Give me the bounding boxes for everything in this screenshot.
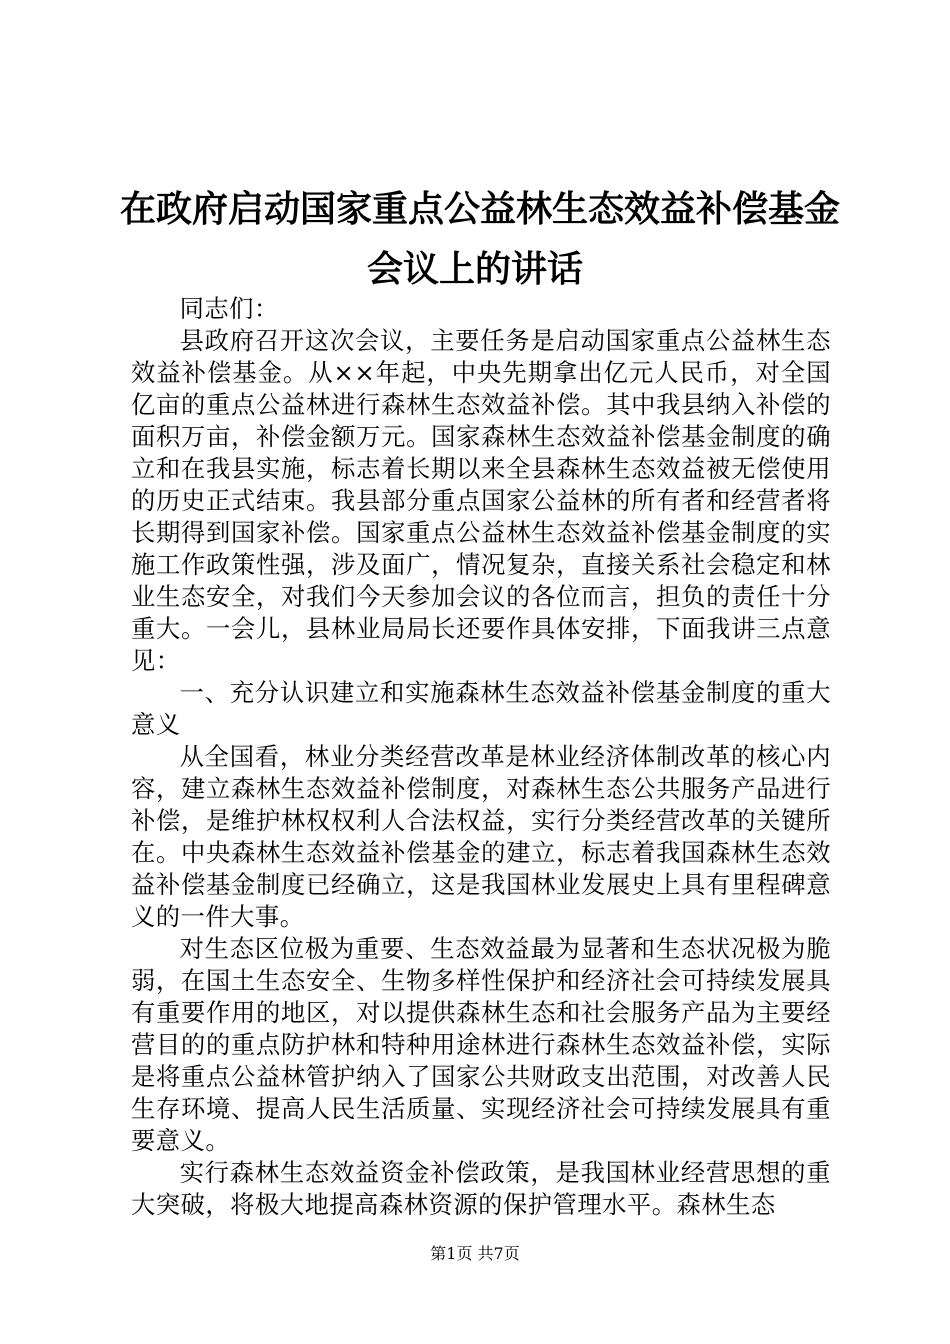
document-title-line-1: 在政府启动国家重点公益林生态效益补偿基金 bbox=[120, 189, 841, 230]
section-heading: 一、充分认识建立和实施森林生态效益补偿基金制度的重大意义 bbox=[131, 678, 831, 739]
document-title-line-2: 会议上的讲话 bbox=[366, 249, 583, 290]
body-paragraph: 实行森林生态效益资金补偿政策，是我国林业经营思想的重大突破，将极大地提高森林资源的保护管理水平。森林生态 bbox=[131, 1158, 831, 1219]
body-paragraph: 从全国看，林业分类经营改革是林业经济体制改革的核心内容，建立森林生态效益补偿制度，对森林生态公共服务产品进行补偿，是维护林权权利人合法权益，实行分类经营改革的关键所在。中央森林生态效益补偿基金的建立，标志着我国森林生态效益补偿基金制度已经确立，这是我国林业发展史上具有里程碑意义的一件大事。 bbox=[131, 742, 831, 931]
body-paragraph: 对生态区位极为重要、生态效益最为显著和生态状况极为脆弱，在国土生态安全、生物多样性保护和经济社会可持续发展具有重要作用的地区，对以提供森林生态和社会服务产品为主要经营目的的重点防护林和特种用途林进行森林生态效益补偿，实际是将重点公益林管护纳入了国家公共财政支出范围，对改善人民生存环境、提高人民生活质量、实现经济社会可持续发展具有重要意义。 bbox=[131, 934, 831, 1155]
page-footer: 第1页 共7页 bbox=[430, 1244, 520, 1263]
body-paragraph: 县政府召开这次会议，主要任务是启动国家重点公益林生态效益补偿基金。从××年起，中央先期拿出亿元人民币，对全国亿亩的重点公益林进行森林生态效益补偿。其中我县纳入补偿的面积万亩，补偿金额万元。国家森林生态效益补偿基金制度的确立和在我县实施，标志着长期以来全县森林生态效益被无偿使用的历史正式结束。我县部分重点国家公益林的所有者和经营者将长期得到国家补偿。国家重点公益林生态效益补偿基金制度的实施工作政策性强，涉及面广，情况复杂，直接关系社会稳定和林业生态安全，对我们今天参加会议的各位而言，担负的责任十分重大。一会儿，县林业局局长还要作具体安排，下面我讲三点意见： bbox=[131, 326, 831, 675]
document-body bbox=[131, 293, 831, 1221]
salutation: 同志们： bbox=[179, 294, 279, 323]
